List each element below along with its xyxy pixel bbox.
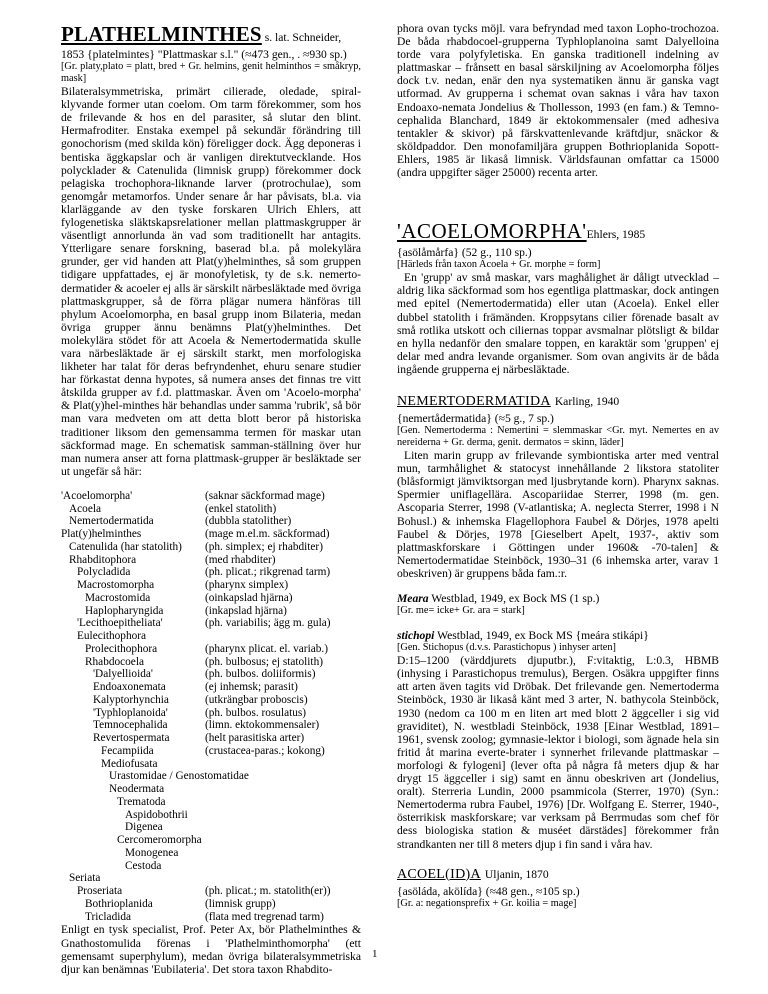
taxon-row <box>61 528 361 541</box>
taxon-note: (saknar säckformad mage) <box>205 489 325 502</box>
taxon-name: Cercomeromorpha <box>117 834 202 847</box>
taxon-row <box>61 796 361 809</box>
acoelomorpha-meta: {asölåmårfa} (52 g., 110 sp.) <box>397 246 532 260</box>
acoelida-heading <box>397 865 719 883</box>
nemertodermatida-heading <box>397 392 719 410</box>
taxon-row <box>61 770 361 783</box>
taxon-name: 'Typhloplanoida' <box>93 706 168 719</box>
taxon-row <box>61 541 361 554</box>
meara-author: Westblad, 1949, ex Bock MS (1 sp.) <box>431 592 600 605</box>
taxon-row <box>61 554 361 567</box>
taxon-row <box>61 911 361 924</box>
taxon-row <box>61 860 361 873</box>
taxon-name: Prolecithophora <box>85 642 158 655</box>
taxon-note: (mage m.el.m. säckformad) <box>205 528 330 541</box>
taxon-note: (pharynx plicat. el. variab.) <box>205 642 328 655</box>
stichopi-description: D:15–1200 (värddjurets djuputbr.), F:vitaktig, L:0.3, HBMB (inhysing i Parastichopus tremulus), Bergen. Osäkra uppgifter finns att arten även tagits vid Dröbak. Det frilevande gen. Nemertoderma Steinböck, 1930 är likaså känt med 3 arter, N. bathycola Steinböck, 1930 (nedom ca 100 m en liten art med blott 2 äggceller i sig vid graviditet), N. westbladi Steinböck, 1938 [Einar Westblad, 1891–1961, svensk zoolog; gymnasie-lektor i biologi, som ägnade hela sin fritid åt marina everte-brater i synnerhet frilevande plattmaskar – morfologi & fylogeni] (lever ofta på några få meters djup & har drygt 15 äggceller i sig) samt en ännu obeskriven art (Jondelius, oralt). Sterreria Lundin, 2000 psammicola (Sterrer, 1970) (Syn.: Nemertoderma rubra Faubel, 1976) [Dr. Wolfgang E. Sterrer, 1940-, österrikisk maskforskare; var verksam på Berrmudas som chef för dess biologiska station & muséet därstädes] förekommer från strandkanten ner till 8 meters djup i fin sand i våra hav. <box>397 654 719 851</box>
taxon-name: Tricladida <box>85 910 132 923</box>
taxon-row <box>61 490 361 503</box>
taxon-note <box>249 770 361 783</box>
page-number: 1 <box>372 948 378 960</box>
acoelomorpha-title: 'ACOELOMORPHA' <box>397 219 587 244</box>
taxon-row <box>61 732 361 745</box>
taxon-row <box>61 898 361 911</box>
taxon-name: Cestoda <box>125 859 162 872</box>
taxon-name: Macrostomorpha <box>77 579 155 592</box>
taxon-name: 'Dalyellioida' <box>93 668 153 681</box>
taxon-note: (flata med tregrenad tarm) <box>205 910 324 923</box>
taxon-name: Aspidobothrii <box>125 808 188 821</box>
taxon-name: Catenulida (har statolith) <box>69 540 182 553</box>
taxon-row <box>61 656 361 669</box>
taxon-note <box>205 872 361 885</box>
taxon-note <box>205 630 361 643</box>
taxon-name: 'Lecithoepitheliata' <box>77 617 163 630</box>
taxon-note <box>163 821 361 834</box>
acoelida-title: ACOEL(ID)A <box>397 866 481 882</box>
taxon-row <box>61 566 361 579</box>
taxon-note: (enkel statolith) <box>205 502 277 515</box>
nemertodermatida-etymology: [Gen. Nemertoderma : Nemertini = slemmaskar <Gr. myt. Nemertes en av nereiderna + Gr. derma, genit. dermatos = skinn, läder] <box>397 425 719 449</box>
taxonomy-table <box>61 490 361 924</box>
acoelida-meta: {asöláda, akölída} (≈48 gen., ≈105 sp.) <box>397 884 580 898</box>
stichopi-etymology: [Gen. Stichopus (d.v.s. Parastichopus ) inhyser arten] <box>397 642 616 654</box>
taxon-name: Neodermata <box>109 783 165 796</box>
acoelomorpha-description: En 'grupp' av små maskar, vars maghålighet är dåligt utvecklad – aldrig lika säckformad som hos egentliga plattmaskar, dock antingen med epitel (Nemertodermatida) eller utan (Acoela). Enkel eller dubbel statolith i främänden. Kroppsytans cilier förenade basalt av små rotlika utskott och ciliernas toppar avsmalnar plötsligt & bildar en hylla nedanför den smalare toppen, en karaktär som 'gruppen' ej delar med andra levande organismer. Som ovan angivits är de båda ingående grupperna ej närbesläktade. <box>397 271 719 376</box>
acoelomorpha-heading <box>397 219 719 244</box>
taxon-note <box>164 783 361 796</box>
taxon-name: Rhabditophora <box>69 553 137 566</box>
taxon-note: (pharynx simplex) <box>205 579 289 592</box>
taxon-row <box>61 707 361 720</box>
taxon-name: Fecampiida <box>101 744 154 757</box>
plathelminthes-title: PLATHELMINTHES <box>61 22 262 46</box>
taxon-name: Acoela <box>69 502 101 515</box>
plathelminthes-author: s. lat. Schneider, <box>261 31 342 44</box>
taxon-note: (inkapslad hjärna) <box>205 604 287 617</box>
taxon-row <box>61 745 361 758</box>
taxon-note: (ph. bulbos. doliiformis) <box>205 668 316 681</box>
taxon-row <box>61 885 361 898</box>
stichopi-heading <box>397 629 719 642</box>
taxon-name: Urastomidae / Genostomatidae <box>109 770 249 783</box>
meara-title: Meara <box>397 592 429 605</box>
nemertodermatida-description: Liten marin grupp av frilevande symbiontiska arter med ventral mun, tarmhålighet & statocyst innehållande 2 likstora statoliter (blåsformigt jämviktsorgan med ljusbrytande korn). Pharynx saknas. Spermier uniflagellära. Ascopariidae Sterrer, 1998 (m. gen. Ascoparia Sterrer, 1998 (V-atlantiska; A. neglecta Sterrer, 1998 i N Bohusl.) & inhemska Flagellophora Faubel & Dörjes, 1978 apelti Faubel & Dörjes, 1978 [Gieselbert Apelt, 1937-, aktiv som plattmaskforskare i Göttingen under 1960& -70-talen] & Nemertodermatidae Steinböck, 1930–31 (6 inhemska arter, varav 1 obeskriven) är gruppens båda fam.:r. <box>397 449 719 580</box>
plathelminthes-continuation: Enligt en tysk specialist, Prof. Peter Ax, bör Plathelminthes & Gnathostomulida förenas i 'Plathelminthomorpha' (ett gemensamt superphylum), medan övriga bilateralsymmetriska djur kan benämnas 'Eubilateria'. Det stora taxon Rhabdito- <box>61 923 361 976</box>
taxon-note <box>202 834 361 847</box>
taxon-name: Plat(y)helminthes <box>61 528 142 541</box>
taxon-note: (limn. ektokommensaler) <box>205 719 320 732</box>
taxon-name: Monogenea <box>125 846 179 859</box>
taxon-note: (crustacea-paras.; kokong) <box>205 744 325 757</box>
taxon-name: Bothrioplanida <box>85 897 153 910</box>
taxon-row <box>61 809 361 822</box>
taxon-name: Polycladida <box>77 566 131 579</box>
taxon-row <box>61 847 361 860</box>
taxon-row <box>61 579 361 592</box>
taxon-note: (ph. plicat.; rikgrenad tarm) <box>205 566 331 579</box>
acoelomorpha-etymology: [Härleds från taxon Acoela + Gr. morphe = form] <box>397 259 601 271</box>
taxon-row <box>61 719 361 732</box>
taxon-row <box>61 630 361 643</box>
stichopi-author: Westblad, 1949, ex Bock MS {meára stikápi} <box>437 629 649 643</box>
taxon-row <box>61 515 361 528</box>
taxon-row <box>61 592 361 605</box>
meara-heading <box>397 592 719 605</box>
taxon-note: (ej inhemsk; parasit) <box>205 681 298 694</box>
taxon-note: (utkrängbar proboscis) <box>205 693 308 706</box>
taxon-row <box>61 872 361 885</box>
taxon-note: (med rhabditer) <box>205 553 276 566</box>
taxon-name: Temnocephalida <box>93 719 168 732</box>
taxon-row <box>61 668 361 681</box>
taxon-row <box>61 503 361 516</box>
taxon-name: Proseriata <box>77 885 123 898</box>
taxon-row <box>61 681 361 694</box>
meara-etymology: [Gr. me= icke+ Gr. ara = stark] <box>397 605 525 617</box>
taxon-note <box>166 796 361 809</box>
nemertodermatida-author: Karling, 1940 <box>554 394 620 408</box>
taxon-name: 'Acoelomorpha' <box>61 489 133 502</box>
taxon-name: Digenea <box>125 821 163 834</box>
taxon-note <box>188 809 361 822</box>
plathelminthes-description: Bilateralsymmetriska, primärt cilierade, oledade, spiral-klyvande former utan coelom. Om tarm förekommer, som hos de frilevande & hos en del parasiter, så slutar den blint. Hermafroditer. Enstaka exempel på sekundär förändring till gonochorism (med skilda kön) föreligger dock. Ägg deponeras i bentiska äggkapslar och är vanligen direktutvecklande. Hos polycklader & Catenulida (limnisk grupp) förekommer dock pelagiska trochophora-liknande larver (protrochulae), som genomgår metamorfos. Under senare år har påvisats, bl.a. via klarläggande av den tyske forskaren Ulrich Ehlers, att fylogenetiska släktskapsrelationer mellan plattmaskgrupper är väsentligt annorlunda än vad som traditionellt har antagits. Ytterligare senare forskning, baserad bl.a. på molekylära grunder, ger vid handen att Plat(y)helminthes, så som gruppen tidigare uppfattades, ej är monofyletisk, ty de s.k. nemerto-dermatider & acoeler ej alls är särskilt närbesläktade med övriga plattmaskgrupper, så de förra plägar numera hänföras till phylum Acoelomorpha, en basal grupp inom Bilateria, medan övriga grupper ännu benämns Plat(y)helminthes. Det molekylära stödet för att Acoela & Nemertodermatida skulle vara närbesläktade är ej särskilt starkt, men morfologiska likheter har talat för deras befryndenhet, ehuru senare studier har förkastat denna hypotes, så numera anses det finnas tre vitt åtskilda grupper av f.d. plattmaskar. Även om 'Acoelo-morpha' & Plat(y)hel-minthes här behandlas under samma 'rubrik', så bör man vara medveten om att detta blott beror på historiska traditioner liksom den gemensamma termen för maskar utan säckformad mage. En schematisk samman-ställning över hur man numera anser att forna plattmask-grupper är besläktade ser ut ungefär så här: <box>61 85 361 478</box>
taxon-note: (ph. simplex; ej rhabditer) <box>205 540 323 553</box>
plathelminthes-heading <box>61 22 361 47</box>
taxon-name: Eulecithophora <box>77 630 147 643</box>
intro-continuation: phora ovan tycks möjl. vara befryndad med taxon Lopho-trochozoa. De båda rhabdocoel-grupperna Typhloplanoina samt Dalyelloina torde vara polyfyletiska. En ganska traditionell indelning av plattmaskar – frånsett en basal särskiljning av Acoelomorpha följes dock t.v. nedan, enär den nya systematiken ännu är ganska vagt utformad. Av grupperna i schemat ovan saknas i våra hav taxon Endoaxo-nemata Jondelius & Thollesson, 1993 (en fam.) & Temno-cephalida Blanchard, 1849 är ektokommensaler (med adhesiva tentakler & skivor) på färskvattenlevande kräftdjur, snäckor & sköldpaddor. Den monofamiljära gruppen Bothrioplanida Sopott-Ehlers, 1985 är likaså limnisk. Världsfaunan omfattar ca 15000 (andra uppgifter säger 25000) recenta arter. <box>397 22 719 180</box>
taxon-name: Endoaxonemata <box>93 681 166 694</box>
acoelomorpha-author: Ehlers, 1985 <box>586 228 646 242</box>
taxon-name: Seriata <box>69 872 101 885</box>
taxon-name: Rhabdocoela <box>85 655 144 668</box>
taxon-note <box>178 847 361 860</box>
right-column <box>397 22 719 910</box>
taxon-row <box>61 783 361 796</box>
taxon-note: (dubbla statolither) <box>205 515 292 528</box>
taxon-row <box>61 821 361 834</box>
taxon-note <box>161 860 361 873</box>
taxon-row <box>61 758 361 771</box>
taxon-note: (oinkapslad hjärna) <box>205 591 293 604</box>
taxon-note: (ph. bulbos. rosulatus) <box>205 706 307 719</box>
acoelida-etymology: [Gr. a: negationsprefix + Gr. koilia = mage] <box>397 897 577 909</box>
taxon-note: (ph. bulbosus; ej statolith) <box>205 655 323 668</box>
taxon-name: Revertospermata <box>93 732 170 745</box>
taxon-row <box>61 834 361 847</box>
nemertodermatida-title: NEMERTODERMATIDA <box>397 393 551 409</box>
taxon-name: Mediofusata <box>101 757 158 770</box>
taxon-row <box>61 605 361 618</box>
taxon-name: Macrostomida <box>85 591 151 604</box>
taxon-note <box>157 758 361 771</box>
plathelminthes-etymology: [Gr. platy,plato = platt, bred + Gr. helmins, genit helminthos = småkryp, mask] <box>61 61 361 85</box>
nemertodermatida-meta: {nemertådermatida} (≈5 g., 7 sp.) <box>397 411 554 425</box>
taxon-name: Nemertodermatida <box>69 515 154 528</box>
taxon-row <box>61 617 361 630</box>
taxon-name: Kalyptorhynchia <box>93 693 169 706</box>
taxon-name: Haplopharyngida <box>85 604 164 617</box>
taxon-row <box>61 643 361 656</box>
taxon-note: (limnisk grupp) <box>205 897 276 910</box>
taxon-note: (helt parasitiska arter) <box>205 732 305 745</box>
left-column <box>61 22 361 976</box>
stichopi-title: stichopi <box>397 629 435 643</box>
taxon-note: (ph. variabilis; ägg m. gula) <box>205 617 331 630</box>
plathelminthes-meta: 1853 {platelmintes} "Plattmaskar s.l." (≈473 gen., . ≈930 sp.) <box>61 48 347 61</box>
acoelida-author: Uljanin, 1870 <box>484 867 549 881</box>
taxon-name: Trematoda <box>117 795 166 808</box>
taxon-note: (ph. plicat.; m. statolith(er)) <box>205 885 331 898</box>
taxon-row <box>61 694 361 707</box>
